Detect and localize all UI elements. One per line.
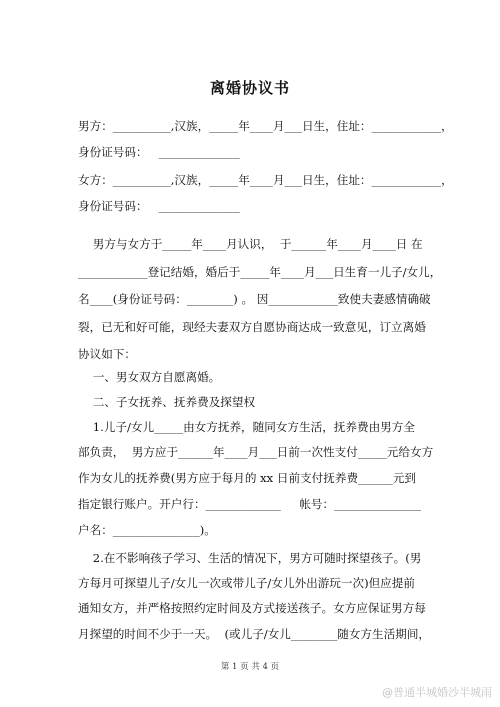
paragraph-line: 通知女方，并严格按照约定时间及方式接送孩子。女方应保证男方每 <box>78 601 426 615</box>
paragraph-line: 户名：_______________)。 <box>78 523 216 537</box>
paragraph-line: 裂，已无和好可能，现经夫妻双方自愿协商达成一致意见，订立离婚 <box>78 320 426 334</box>
paragraph-line: 男方与女方于_____年____月认识， 于______年____月____日 在 <box>78 237 423 251</box>
female-id-line: 身份证号码： ______________ <box>78 199 240 213</box>
section-heading-1: 一、男女双方自愿离婚。 <box>78 370 221 384</box>
paragraph-line: ____________登记结婚，婚后于_____年____月___日生育一儿子/女儿， <box>78 265 442 279</box>
female-party-line: 女方：__________,汉族，_____年____月___日生，住址：____________， <box>78 173 453 187</box>
paragraph-line: 协议如下： <box>78 347 136 361</box>
male-id-line: 身份证号码： ______________ <box>78 145 240 159</box>
paragraph-line: 方每月可探望儿子/女儿一次或带儿子/女儿外出游玩一次)但应提前 <box>78 576 415 590</box>
paragraph-line: 月探望的时间不少于一天。 (或儿子/女儿________随女方生活期间， <box>78 627 431 641</box>
watermark: @普通半城婚沙半城雨 <box>382 686 492 699</box>
paragraph-line: 指定银行账户。开户行：_____________ 帐号：_______________ <box>78 497 422 511</box>
paragraph-line: 部负责， 男方应于______年____月___日前一次性支付_____元给女方 <box>78 445 434 459</box>
paragraph-line: 1.儿子/女儿_____由女方抚养，随同女方生活，抚养费由男方全 <box>78 420 415 434</box>
paragraph-line: 2.在不影响孩子学习、生活的情况下，男方可随时探望孩子。(男 <box>78 551 422 565</box>
page-number-footer: 第 1 页 共 4 页 <box>220 662 280 672</box>
section-heading-2: 二、子女抚养、抚养费及探望权 <box>78 395 256 409</box>
male-party-line: 男方：__________,汉族，_____年____月___日生，住址：____________， <box>78 119 453 133</box>
paragraph-line: 名____(身份证号码：________) 。 因____________致使夫妻感情确破 <box>78 292 431 306</box>
document-title: 离婚协议书 <box>209 79 290 97</box>
paragraph-line: 作为女儿的抚养费(男方应于每月的 xx 日前支付抚养费______元到 <box>78 471 417 485</box>
